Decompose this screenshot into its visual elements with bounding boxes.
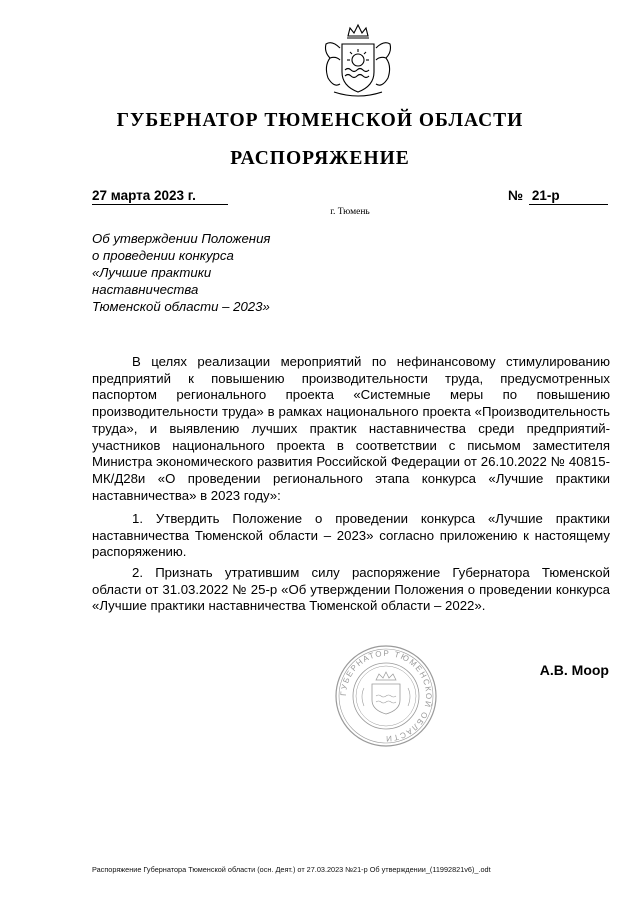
document-footer: Распоряжение Губернатора Тюменской области (осн. Деят.) от 27.03.2023 №21-р Об утверждении_(11992821v6)_.odt (92, 865, 491, 874)
clause-1-paragraph: 1. Утвердить Положение о проведении конкурса «Лучшие практики наставничества Тюменской области – 2023» согласно приложению к настоящему распоряжению. (92, 511, 610, 560)
official-seal-stamp-icon (334, 644, 438, 748)
stamp-text: ГУБЕРНАТОР ТЮМЕНСКОЙ ОБЛАСТИ (338, 648, 434, 744)
subject-line: о проведении конкурса (92, 248, 234, 263)
subject-line: Тюменской области – 2023» (92, 299, 270, 314)
preamble-paragraph: В целях реализации мероприятий по нефинансовому стимулированию предприятий к повышению производительности труда, предусмотренных паспортом регионального проекта «Системные меры по повышению производительности труда» в рамках национального проекта «Производительность труда», и выявлению лучших практик наставничества среди предприятий-участников национального проекта в соответствии с письмом заместителя Министра экономического развития Российской Федерации от 26.10.2022 № 40815-МК/Д28и «О проведении регионального этапа конкурса «Лучшие практики наставничества» в 2023 году»: (92, 354, 610, 503)
document-type: РАСПОРЯЖЕНИЕ (230, 148, 410, 169)
tyumen-coat-of-arms-icon (312, 22, 404, 102)
number-value: 21-р (529, 187, 608, 205)
number-label: № (508, 188, 524, 203)
signatory-name: А.В. Моор (539, 662, 609, 678)
governor-title: ГУБЕРНАТОР ТЮМЕНСКОЙ ОБЛАСТИ (116, 110, 524, 131)
clause-2-paragraph: 2. Признать утратившим силу распоряжение Губернатора Тюменской области от 31.03.2022 № 25-р «Об утверждении Положения о проведении конкурса «Лучшие практики наставничества Тюменской области – 2022». (92, 565, 610, 614)
document-subject (92, 230, 322, 315)
document-date: 27 марта 2023 г. (92, 187, 228, 205)
document-number (508, 187, 608, 205)
subject-line: наставничества (92, 282, 199, 297)
city-name: г. Тюмень (330, 207, 370, 217)
subject-line: «Лучшие практики (92, 265, 212, 280)
subject-line: Об утверждении Положения (92, 231, 271, 246)
